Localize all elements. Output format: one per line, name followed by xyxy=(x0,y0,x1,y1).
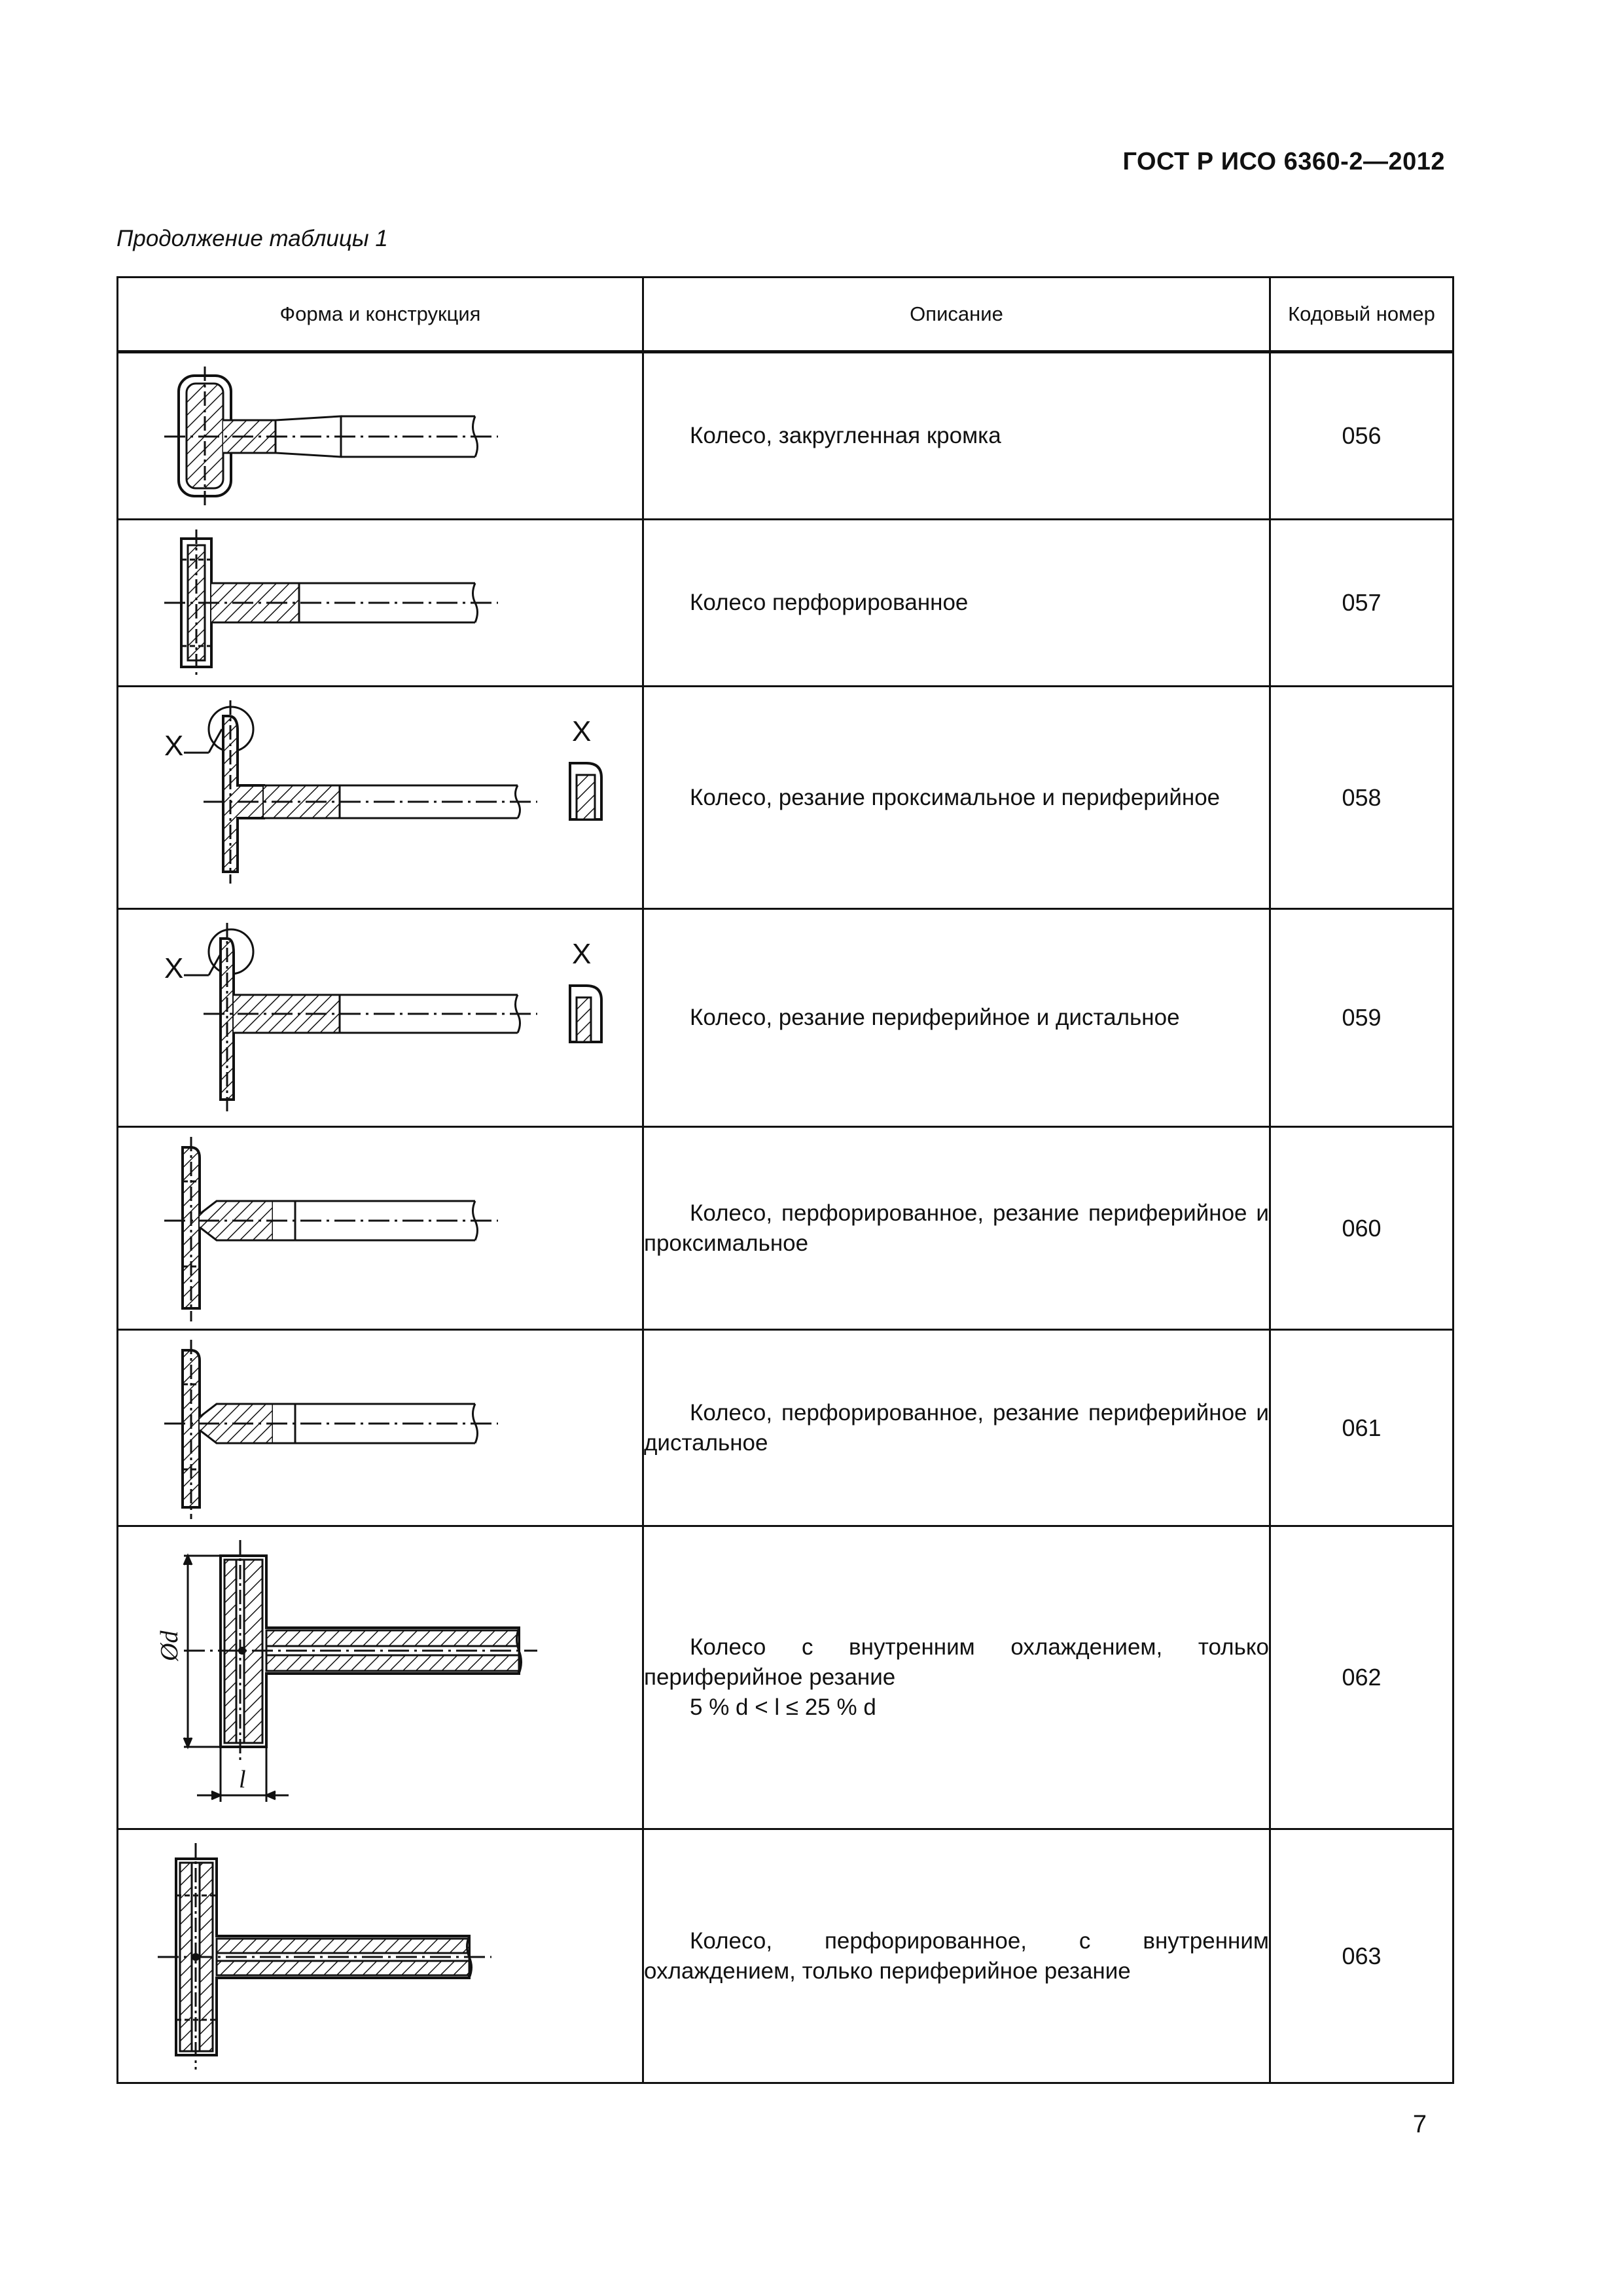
page-number: 7 xyxy=(1412,2111,1427,2138)
drawing-cell xyxy=(118,352,643,520)
detail-label-x: X xyxy=(164,730,184,762)
description-cell xyxy=(643,1829,1270,2083)
code-cell: 063 xyxy=(1270,1829,1454,2083)
col-header-code: Кодовый номер xyxy=(1270,278,1454,352)
detail-label-x: X xyxy=(164,952,184,984)
drawing-cell xyxy=(118,1829,643,2083)
code-cell: 060 xyxy=(1270,1127,1454,1330)
wheel-rounded-edge-drawing xyxy=(118,353,642,518)
description-text: Колесо перфорированное xyxy=(690,590,969,615)
description-text: Колесо, резание периферийное и дистальное xyxy=(690,1005,1180,1030)
table-row xyxy=(118,520,1454,687)
table-row xyxy=(118,1127,1454,1330)
drawing-cell xyxy=(118,1526,643,1829)
code-cell: 062 xyxy=(1270,1526,1454,1829)
wheel-perforated-drawing xyxy=(118,520,642,685)
col-header-form: Форма и конструкция xyxy=(118,278,643,352)
tool-forms-table xyxy=(116,276,1454,2084)
description-text: Колесо, перфорированное, резание периферийное и проксимальное xyxy=(644,1200,1269,1256)
description-cell xyxy=(643,1127,1270,1330)
dimension-diameter-label: Ød xyxy=(156,1630,183,1661)
col-header-description: Описание xyxy=(643,278,1270,352)
code-cell: 056 xyxy=(1270,352,1454,520)
drawing-cell xyxy=(118,1127,643,1330)
wheel-perforated-internal-cooling-drawing xyxy=(118,1830,642,2082)
description-text: Колесо с внутренним охлаждением, только периферийное резание xyxy=(644,1634,1269,1690)
description-cell xyxy=(643,687,1270,909)
wheel-peripheral-distal-cutting-drawing xyxy=(118,910,642,1126)
table-header-row xyxy=(118,278,1454,352)
dimension-width-label: l xyxy=(239,1766,246,1793)
code-cell: 061 xyxy=(1270,1330,1454,1526)
detail-view-label: X xyxy=(572,715,592,747)
table-row xyxy=(118,352,1454,520)
description-cell xyxy=(643,1330,1270,1526)
table-row xyxy=(118,1829,1454,2083)
description-cell xyxy=(643,352,1270,520)
code-cell: 057 xyxy=(1270,520,1454,687)
wheel-proximal-peripheral-cutting-drawing xyxy=(118,687,642,908)
description-cell xyxy=(643,1526,1270,1829)
description-text: Колесо, закругленная кромка xyxy=(690,423,1001,448)
drawing-cell xyxy=(118,909,643,1127)
table-caption: Продолжение таблицы 1 xyxy=(116,226,388,251)
drawing-cell xyxy=(118,520,643,687)
wheel-perforated-peripheral-distal-drawing xyxy=(118,1331,642,1525)
wheel-internal-cooling-drawing xyxy=(118,1527,642,1828)
description-cell xyxy=(643,520,1270,687)
description-text: Колесо, перфорированное, с внутренним охлаждением, только периферийное резание xyxy=(644,1928,1269,1984)
drawing-cell xyxy=(118,1330,643,1526)
formula-text: 5 % d < l ≤ 25 % d xyxy=(690,1695,876,1720)
detail-view-label: X xyxy=(572,938,592,970)
description-cell xyxy=(643,909,1270,1127)
wheel-perforated-peripheral-proximal-drawing xyxy=(118,1128,642,1329)
code-cell: 059 xyxy=(1270,909,1454,1127)
table-row xyxy=(118,1526,1454,1829)
table-row xyxy=(118,687,1454,909)
drawing-cell xyxy=(118,687,643,909)
code-cell: 058 xyxy=(1270,687,1454,909)
standard-title: ГОСТ Р ИСО 6360-2—2012 xyxy=(1122,148,1445,175)
description-text: Колесо, перфорированное, резание периферийное и дистальное xyxy=(644,1399,1269,1456)
table-row xyxy=(118,1330,1454,1526)
description-text: Колесо, резание проксимальное и периферийное xyxy=(690,784,1221,810)
table-row xyxy=(118,909,1454,1127)
